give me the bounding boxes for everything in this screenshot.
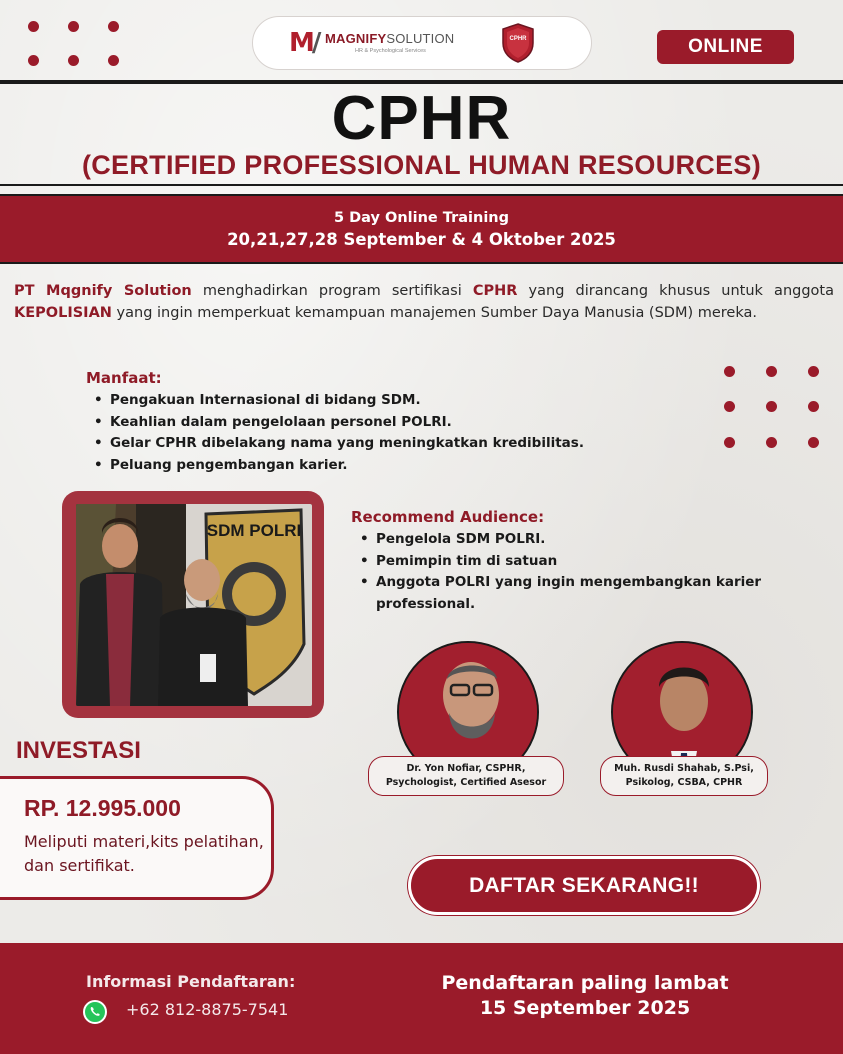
training-format: 5 Day Online Training [333, 210, 509, 226]
training-dates: 20,21,27,28 September & 4 Oktober 2025 [227, 230, 616, 249]
list-item: • Gelar CPHR dibelakang nama yang meningkatkan kredibilitas. [88, 433, 708, 455]
cphr-shield-icon [501, 23, 535, 63]
investment-heading: INVESTASI [16, 737, 141, 764]
speaker-caption: Dr. Yon Nofiar, CSPHR, Psychologist, Certified Asesor [368, 756, 564, 796]
intro-paragraph: PT Mqgnify Solution menghadirkan program sertifikasi CPHR yang dirancang khusus untuk anggota KEPOLISIAN yang ingin memperkuat kemampuan manajemen Sumber Daya Manusia (SDM) mereka. [14, 283, 834, 321]
page-subtitle: (CERTIFIED PROFESSIONAL HUMAN RESOURCES) [81, 150, 762, 180]
benefits-list [88, 390, 708, 476]
magnify-logo-text: MAGNIFYSOLUTION [325, 31, 455, 46]
title-rule [0, 184, 843, 186]
training-date-band [0, 194, 843, 264]
whatsapp-icon [83, 1000, 107, 1024]
price-note: Meliputi materi,kits pelatihan, dan sertifikat. [24, 832, 264, 875]
registration-deadline: Pendaftaran paling lambat 15 September 2025 [441, 972, 729, 1019]
magnify-logo-mark: M/ [289, 28, 319, 58]
list-item: • Peluang pengembangan karier. [88, 455, 708, 477]
group-photo [76, 504, 312, 706]
list-item: • Pemimpin tim di satuan [354, 551, 794, 573]
svg-text:SDM POLRI: SDM POLRI [206, 521, 302, 540]
list-item: • Pengakuan Internasional di bidang SDM. [88, 390, 708, 412]
registration-info-heading: Informasi Pendaftaran: [86, 972, 296, 991]
list-item: • Keahlian dalam pengelolaan personel POLRI. [88, 412, 708, 434]
page-title: CPHR [331, 84, 512, 153]
list-item: • Anggota POLRI yang ingin mengembangkan karier professional. [354, 572, 794, 615]
svg-text:CPHR: CPHR [509, 36, 527, 42]
benefits-heading: Manfaat: [86, 369, 162, 387]
phone-number[interactable]: +62 812-8875-7541 [126, 1000, 289, 1019]
audience-list [354, 529, 794, 615]
price: RP. 12.995.000 [24, 795, 181, 821]
magnify-logo-tagline: HR & Psychological Services [355, 48, 426, 54]
speaker-caption: Muh. Rusdi Shahab, S.Psi, Psikolog, CSBA, CPHR [600, 756, 768, 796]
online-badge: ONLINE [657, 30, 794, 64]
footer [0, 943, 843, 1054]
list-item: • Pengelola SDM POLRI. [354, 529, 794, 551]
photo-frame [62, 491, 324, 718]
logo-bar [252, 16, 592, 70]
audience-heading: Recommend Audience: [351, 508, 545, 526]
register-now-button[interactable]: DAFTAR SEKARANG!! [408, 856, 760, 915]
